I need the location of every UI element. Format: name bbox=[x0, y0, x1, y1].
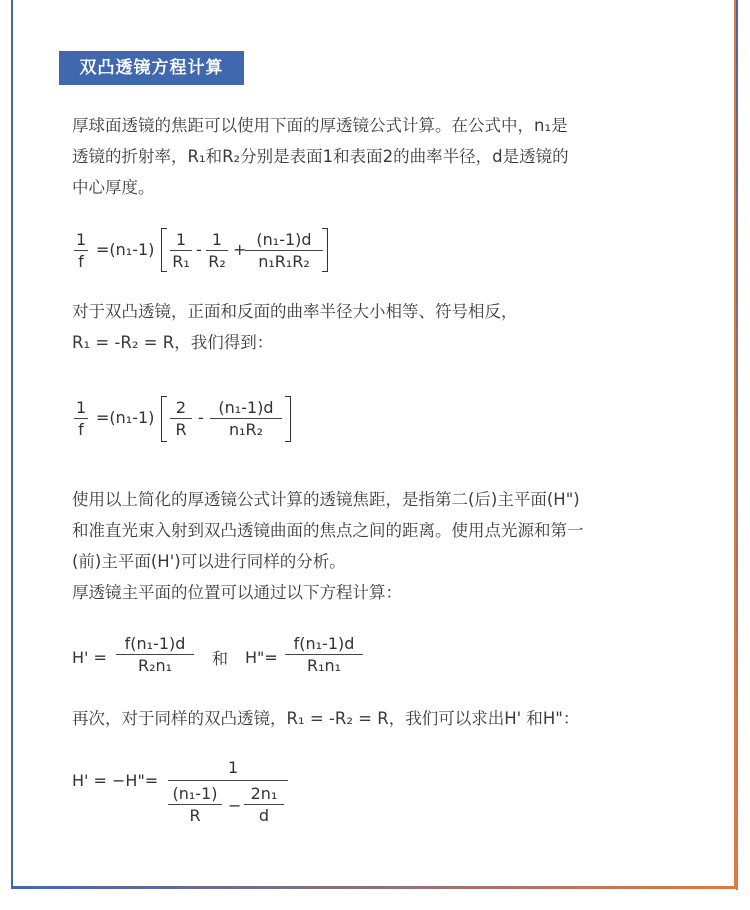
intro-line: 透镜的折射率，R₁和R₂分别是表面1和表面2的曲率半径，d是透镜的 bbox=[72, 147, 569, 166]
eq4-b-fraction bbox=[244, 784, 284, 825]
eq1-op1: - bbox=[196, 240, 202, 259]
eq1-term2 bbox=[206, 230, 228, 271]
eq2-t2-num: (n₁-1)d bbox=[210, 398, 282, 419]
eq4-op: − bbox=[228, 796, 242, 815]
eq1-term3 bbox=[245, 230, 323, 271]
eq1-t3-num: (n₁-1)d bbox=[245, 230, 323, 251]
again-line: 再次，对于同样的双凸透镜，R₁ = -R₂ = R，我们可以求出H' 和H"： bbox=[72, 709, 580, 728]
eq3-h1: H' = bbox=[72, 648, 107, 667]
eq4-a-fraction bbox=[168, 784, 222, 825]
eq2-op1: - bbox=[198, 408, 204, 427]
eq2-left-bracket bbox=[161, 396, 167, 442]
eq2-t1-den: R bbox=[175, 420, 187, 439]
focal-line: (前)主平面(H')可以进行同样的分析。 bbox=[72, 552, 346, 571]
focal-line: 使用以上简化的厚透镜公式计算的透镜焦距，是指第二(后)主平面(H") bbox=[72, 490, 580, 509]
again-paragraph bbox=[72, 703, 579, 734]
eq2-lhs-fraction bbox=[74, 398, 88, 439]
frame-border-bottom bbox=[11, 887, 738, 889]
eq2-term2 bbox=[210, 398, 282, 439]
eq4-main-fraction-bar bbox=[168, 780, 288, 781]
biconvex-paragraph bbox=[72, 296, 518, 358]
eq4-b-den: d bbox=[258, 806, 270, 825]
eq4-a-num: (n₁-1) bbox=[168, 784, 222, 805]
section-title: 双凸透镜方程计算 bbox=[59, 51, 244, 85]
eq3-h2-fraction bbox=[285, 634, 363, 675]
eq1-t2-den: R₂ bbox=[208, 252, 226, 271]
intro-line: 中心厚度。 bbox=[72, 178, 155, 197]
intro-line: 厚球面透镜的焦距可以使用下面的厚透镜公式计算。在公式中，n₁是 bbox=[72, 116, 568, 135]
eq1-lhs-den: f bbox=[78, 252, 84, 271]
eq4-num: 1 bbox=[228, 758, 239, 777]
eq1-t3-den: n₁R₁R₂ bbox=[258, 252, 310, 271]
eq3-h1-den: R₂n₁ bbox=[137, 656, 173, 675]
biconvex-line: R₁ = -R₂ = R，我们得到： bbox=[72, 333, 274, 352]
eq1-t2-num: 1 bbox=[206, 230, 228, 251]
intro-paragraph bbox=[72, 110, 569, 203]
eq3-h2: H"= bbox=[245, 648, 278, 667]
eq4-b-num: 2n₁ bbox=[244, 784, 284, 805]
eq1-term1 bbox=[170, 230, 192, 271]
focal-line: 厚透镜主平面的位置可以通过以下方程计算： bbox=[72, 583, 402, 602]
eq2-equals: =(n₁-1) bbox=[96, 408, 155, 427]
eq1-left-bracket bbox=[161, 228, 167, 272]
focal-line: 和准直光束入射到双凸透镜曲面的焦点之间的距离。使用点光源和第一 bbox=[72, 521, 584, 540]
eq2-t2-den: n₁R₂ bbox=[228, 420, 264, 439]
eq1-lhs-num: 1 bbox=[76, 230, 87, 249]
eq3-h1-fraction bbox=[116, 634, 194, 675]
eq4-lhs: H' = −H"= bbox=[72, 771, 159, 790]
eq2-right-bracket bbox=[285, 396, 291, 442]
eq1-equals: =(n₁-1) bbox=[96, 240, 155, 259]
eq2-t1-num: 2 bbox=[170, 398, 192, 419]
eq2-term1 bbox=[170, 398, 192, 439]
biconvex-line: 对于双凸透镜，正面和反面的曲率半径大小相等、符号相反， bbox=[72, 302, 518, 321]
eq3-h1-num: f(n₁-1)d bbox=[116, 634, 194, 655]
eq4-a-den: R bbox=[189, 806, 201, 825]
eq1-t1-den: R₁ bbox=[172, 252, 190, 271]
eq2-lhs-den: f bbox=[78, 420, 84, 439]
focal-paragraph bbox=[72, 484, 584, 608]
eq3-h2-den: R₁n₁ bbox=[306, 656, 342, 675]
eq2-lhs-num: 1 bbox=[76, 398, 87, 417]
frame-border-right bbox=[736, 0, 738, 890]
eq1-t1-num: 1 bbox=[170, 230, 192, 251]
eq1-op2: + bbox=[233, 240, 247, 259]
eq1-right-bracket bbox=[322, 228, 328, 272]
eq3-and: 和 bbox=[212, 649, 229, 668]
eq3-h2-num: f(n₁-1)d bbox=[285, 634, 363, 655]
eq1-lhs-fraction bbox=[74, 230, 88, 271]
